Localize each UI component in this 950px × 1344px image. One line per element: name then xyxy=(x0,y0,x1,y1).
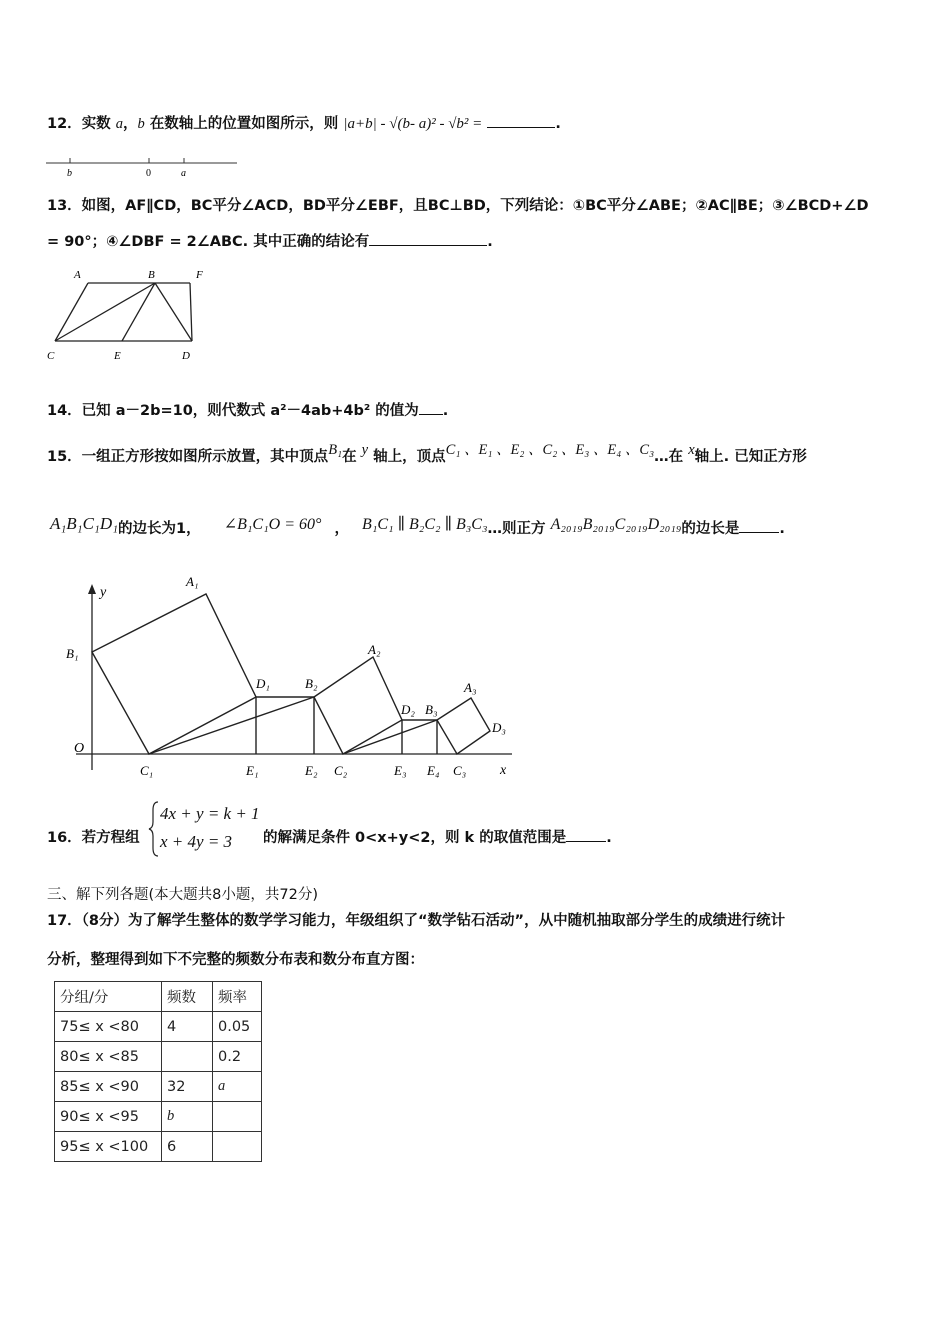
line-C1-B2 xyxy=(149,697,314,754)
label-x: x xyxy=(500,763,507,778)
label-B: B xyxy=(148,269,155,281)
q13-answer-blank[interactable] xyxy=(369,245,487,246)
line-C2-B3 xyxy=(343,720,437,754)
header-group: 分组/分 xyxy=(55,982,162,1012)
q14-text: 14．已知 a－2b=10，则代数式 a²－4ab+4b² 的值为 . xyxy=(47,403,449,419)
q12-expression: |a+b| - √(b- a)² - √b² = xyxy=(343,116,483,132)
table-row: 95≤ x <100 6 xyxy=(55,1132,262,1162)
q16-text: 的解满足条件 0<x+y<2，则 k 的取值范围是 . xyxy=(263,830,612,846)
q13-line1: 13．如图，AF∥CD，BC平分∠ACD，BD平分∠EBF，且BC⊥BD，下列结论：①BC平分∠ABE；②AC∥BE；③∠BCD+∠D xyxy=(47,198,869,214)
q16-equation-1: 4x + y = k + 1 xyxy=(160,804,260,823)
label-A2: A₂ xyxy=(368,642,381,657)
q13-line2: = 90°；④∠DBF = 2∠ABC. 其中正确的结论有 . xyxy=(47,234,493,250)
q12-answer-blank[interactable] xyxy=(487,127,555,128)
label-A: A xyxy=(74,269,81,281)
label-F: F xyxy=(196,269,203,281)
table-header-row xyxy=(55,982,262,1012)
y-axis-arrow xyxy=(88,584,96,594)
label-0: 0 xyxy=(146,168,151,179)
label-b: b xyxy=(67,168,72,179)
table-row: 75≤ x <80 4 0.05 xyxy=(55,1012,262,1042)
header-rate: 频率 xyxy=(213,982,262,1012)
q12-number-line xyxy=(44,152,244,182)
square-1 xyxy=(92,594,256,754)
label-D3: D₃ xyxy=(492,720,506,735)
label-A3: A₃ xyxy=(464,680,477,695)
square-2 xyxy=(314,657,402,754)
q15-figure xyxy=(62,574,532,789)
label-E4: E₄ xyxy=(427,763,440,778)
section-3-heading: 三、解下列各题(本大题共8小题，共72分) xyxy=(47,887,318,903)
frequency-table xyxy=(54,981,262,1162)
q14-answer-blank[interactable] xyxy=(419,414,443,415)
label-A1: A₁ xyxy=(186,574,199,589)
label-B3: B₃ xyxy=(425,702,438,717)
label-E2: E₂ xyxy=(305,763,318,778)
line-BD xyxy=(155,283,192,341)
label-D1: D₁ xyxy=(256,676,270,691)
line-AC xyxy=(55,283,88,341)
line-BE xyxy=(122,283,155,341)
q16-equation-2: x + 4y = 3 xyxy=(160,832,233,851)
q17-line2: 分析，整理得到如下不完整的频数分布表和数分布直方图： xyxy=(47,952,424,968)
label-E1: E₁ xyxy=(246,763,259,778)
line-FD xyxy=(190,283,192,341)
label-y: y xyxy=(100,585,107,600)
label-B1: B₁ xyxy=(66,646,79,661)
q16-num: 16．若方程组 xyxy=(47,830,140,846)
label-C2: C₂ xyxy=(334,763,348,778)
label-O: O xyxy=(74,741,85,756)
label-a: a xyxy=(181,168,186,179)
label-C: C xyxy=(47,350,55,362)
label-E: E xyxy=(114,350,121,362)
q13-figure xyxy=(44,265,219,370)
label-D: D xyxy=(182,350,190,362)
q15-line1: 15．一组正方形按如图所示放置，其中顶点B₁在 y 轴上，顶点C₁ 、E₁ 、E₂ 、C₂ 、E₃ 、E₄ 、C₃…在 x轴上. 已知正方形 xyxy=(47,442,807,465)
table-row: 85≤ x <90 32 a xyxy=(55,1072,262,1102)
label-C1: C₁ xyxy=(140,763,154,778)
table-row: 80≤ x <85 0.2 xyxy=(55,1042,262,1072)
label-D2: D₂ xyxy=(401,702,415,717)
q12-text: 12．实数 a，b 在数轴上的位置如图所示，则 |a+b| - √(b- a)² - √b² = . xyxy=(47,116,561,132)
line-BC xyxy=(55,283,155,341)
label-E3: E₃ xyxy=(394,763,407,778)
square-3 xyxy=(437,698,490,754)
rect-2 xyxy=(402,720,437,754)
q16-answer-blank[interactable] xyxy=(566,841,606,842)
q17-line1: 17．（8分）为了解学生整体的数学学习能力，年级组织了“数学钻石活动”，从中随机抽取部分学生的成绩进行统计 xyxy=(47,913,786,929)
header-frequency: 频数 xyxy=(162,982,213,1012)
label-C3: C₃ xyxy=(453,763,467,778)
table-row: 90≤ x <95 b xyxy=(55,1102,262,1132)
label-B2: B₂ xyxy=(305,676,318,691)
rect-1 xyxy=(256,697,314,754)
q15-answer-blank[interactable] xyxy=(739,532,779,533)
q15-line2: A₁B₁C₁D₁的边长为1， ∠B₁C₁O = 60° ， B₁C₁ ∥ B₂C₂ ∥ B₃C₃…则正方 A₂₀₁₉B₂₀₁₉C₂₀₁₉D₂₀₁₉的边长是 . xyxy=(50,514,785,537)
